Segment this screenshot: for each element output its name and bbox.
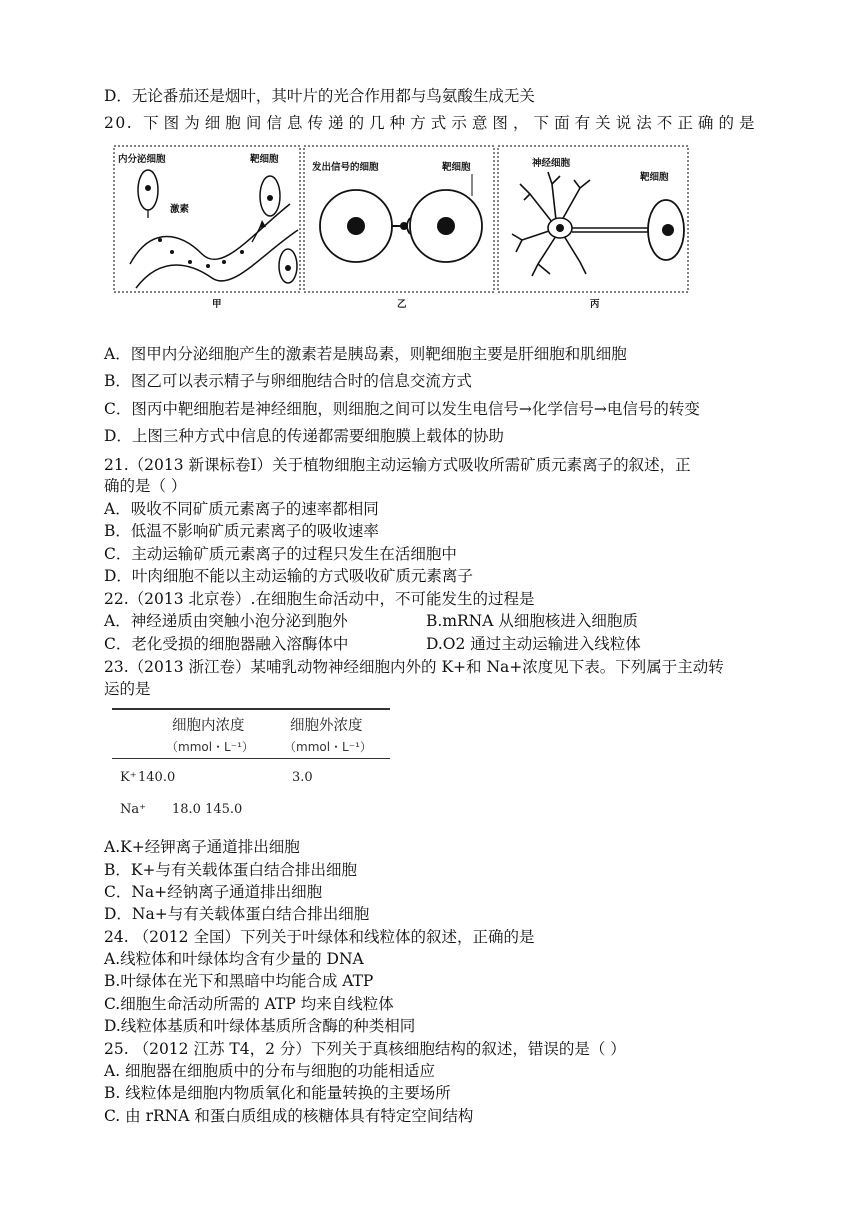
q20-stem: 20. 下图为细胞间信息传递的几种方式示意图，下面有关说法不正确的是 xyxy=(104,114,756,132)
q21-stem-line1: 21.（2013 新课标卷Ⅰ）关于植物细胞主动运输方式吸收所需矿质元素离子的叙述，正 xyxy=(104,456,691,474)
q23-option-c: C．Na+经钠离子通道排出细胞 xyxy=(104,883,323,901)
table-row1-in: 140.0 xyxy=(138,770,176,785)
yi-sender-label: 发出信号的细胞 xyxy=(312,162,379,173)
q21-option-b: B．低温不影响矿质元素离子的吸收速率 xyxy=(104,522,379,540)
q20-figure xyxy=(112,144,690,314)
table-col1-header: 细胞内浓度 xyxy=(172,718,245,734)
q20-option-a: A．图甲内分泌细胞产生的激素若是胰岛素，则靶细胞主要是肝细胞和肌细胞 xyxy=(104,345,627,363)
table-row1-out: 3.0 xyxy=(292,770,313,785)
q22-option-d: D.O2 通过主动运输进入线粒体 xyxy=(426,635,641,653)
jia-target-label: 靶细胞 xyxy=(250,154,279,165)
q22-option-a: A．神经递质由突触小泡分泌到胞外 xyxy=(104,612,348,630)
table-header-rule xyxy=(112,758,390,759)
q21-option-a: A．吸收不同矿质元素离子的速率都相同 xyxy=(104,500,379,518)
q22-stem: 22.（2013 北京卷）.在细胞生命活动中，不可能发生的过程是 xyxy=(104,590,535,608)
bing-target-label: 靶细胞 xyxy=(640,172,669,183)
bing-caption: 丙 xyxy=(590,299,600,310)
q23-concentration-table xyxy=(112,704,390,826)
yi-caption: 乙 xyxy=(397,299,407,310)
yi-target-label: 靶细胞 xyxy=(442,162,471,173)
q24-option-a: A.线粒体和叶绿体均含有少量的 DNA xyxy=(104,950,364,968)
q23-option-a: A.K+经钾离子通道排出细胞 xyxy=(104,838,300,856)
q23-stem-line1: 23.（2013 浙江卷）某哺乳动物神经细胞内外的 K+和 Na+浓度见下表。下列属于主动转 xyxy=(104,658,724,676)
bing-neuron xyxy=(512,172,652,276)
q25-stem: 25. （2012 江苏 T4，2 分）下列关于真核细胞结构的叙述，错误的是（ ） xyxy=(104,1040,626,1058)
q22-option-b: B.mRNA 从细胞核进入细胞质 xyxy=(426,612,638,630)
q25-option-b: B. 线粒体是细胞内物质氧化和能量转换的主要场所 xyxy=(104,1084,451,1102)
table-top-rule xyxy=(112,708,390,710)
q21-option-c: C．主动运输矿质元素离子的过程只发生在活细胞中 xyxy=(104,545,457,563)
q20-option-d: D．上图三种方式中信息的传递都需要细胞膜上载体的协助 xyxy=(104,427,504,445)
q25-option-a: A. 细胞器在细胞质中的分布与细胞的功能相适应 xyxy=(104,1062,436,1080)
jia-caption: 甲 xyxy=(212,299,222,310)
jia-endocrine-label: 内分泌细胞 xyxy=(118,154,166,165)
table-col2-header: 细胞外浓度 xyxy=(290,718,363,734)
table-row2-ion: Na⁺ xyxy=(120,802,146,817)
q19-option-d: D．无论番茄还是烟叶，其叶片的光合作用都与鸟氨酸生成无关 xyxy=(104,87,535,105)
q23-stem-line2: 运的是 xyxy=(104,680,151,698)
q24-option-c: C.细胞生命活动所需的 ATP 均来自线粒体 xyxy=(104,995,394,1013)
jia-hormone-label: 激素 xyxy=(170,204,190,215)
table-col2-unit: （mmol・L⁻¹） xyxy=(284,740,372,754)
q24-option-b: B.叶绿体在光下和黑暗中均能合成 ATP xyxy=(104,972,374,990)
q22-option-c: C．老化受损的细胞器融入溶酶体中 xyxy=(104,635,349,653)
q23-option-d: D．Na+与有关载体蛋白结合排出细胞 xyxy=(104,905,370,923)
q20-option-b: B．图乙可以表示精子与卵细胞结合时的信息交流方式 xyxy=(104,372,472,390)
q25-option-c: C. 由 rRNA 和蛋白质组成的核糖体具有特定空间结构 xyxy=(104,1107,474,1125)
q24-stem: 24. （2012 全国）下列关于叶绿体和线粒体的叙述，正确的是 xyxy=(104,928,535,946)
q24-option-d: D.线粒体基质和叶绿体基质所含酶的种类相同 xyxy=(104,1017,416,1035)
q23-option-b: B．K+与有关载体蛋白结合排出细胞 xyxy=(104,861,357,879)
bing-neuron-label: 神经细胞 xyxy=(532,158,571,169)
q21-stem-line2: 确的是（ ） xyxy=(104,477,187,495)
table-row1-ion: K⁺ xyxy=(120,770,137,785)
table-row2-values: 18.0 145.0 xyxy=(172,802,243,817)
table-col1-unit: （mmol・L⁻¹） xyxy=(166,740,254,754)
q21-option-d: D．叶肉细胞不能以主动运输的方式吸收矿质元素离子 xyxy=(104,567,473,585)
q20-option-c: C．图丙中靶细胞若是神经细胞，则细胞之间可以发生电信号→化学信号→电信号的转变 xyxy=(104,400,700,418)
